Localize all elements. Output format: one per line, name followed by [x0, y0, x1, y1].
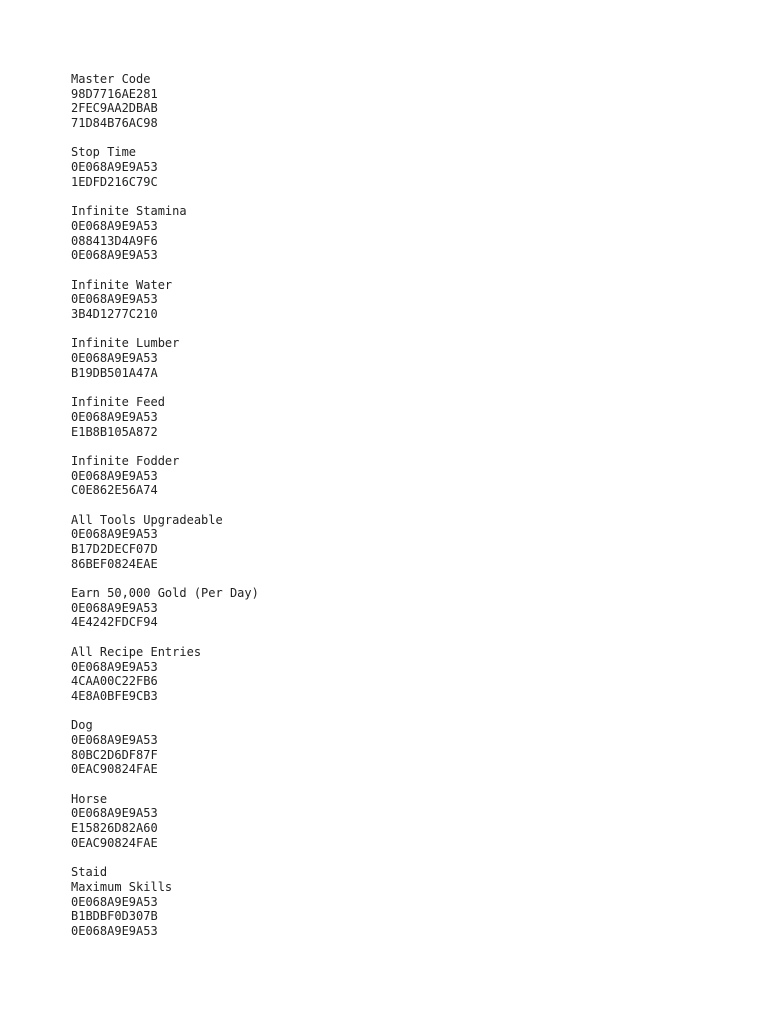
code-value: 0E068A9E9A53 — [71, 894, 158, 909]
code-block-maximum-skills — [71, 865, 259, 938]
code-title: Earn 50,000 Gold (Per Day) — [71, 586, 259, 601]
code-value: 80BC2D6DF87F — [71, 747, 158, 762]
code-value: 0E068A9E9A53 — [71, 292, 158, 307]
code-value: 0E068A9E9A53 — [71, 527, 158, 542]
code-value: 0E068A9E9A53 — [71, 160, 158, 175]
code-block-dog — [71, 718, 259, 777]
code-title: Infinite Lumber — [71, 336, 180, 351]
code-value: E1B8B105A872 — [71, 424, 158, 439]
code-title: All Tools Upgradeable — [71, 512, 223, 527]
code-value: 0EAC90824FAE — [71, 762, 158, 777]
code-value: 86BEF0824EAE — [71, 556, 158, 571]
code-value: 0EAC90824FAE — [71, 835, 158, 850]
code-title: Dog — [71, 718, 93, 733]
code-block-master-code — [71, 72, 259, 131]
code-block-infinite-fodder — [71, 454, 259, 498]
code-value: 98D7716AE281 — [71, 86, 158, 101]
code-block-infinite-lumber — [71, 336, 259, 380]
code-title: Master Code — [71, 72, 151, 86]
code-block-all-recipe-entries — [71, 645, 259, 704]
code-block-horse — [71, 792, 259, 851]
code-value: 0E068A9E9A53 — [71, 923, 158, 938]
code-value: 0E068A9E9A53 — [71, 248, 158, 263]
code-value: 0E068A9E9A53 — [71, 600, 158, 615]
code-value: B19DB501A47A — [71, 365, 158, 380]
code-value: 0E068A9E9A53 — [71, 732, 158, 747]
code-title: Infinite Stamina — [71, 204, 187, 219]
code-value: 71D84B76AC98 — [71, 116, 158, 131]
code-value: B1BDBF0D307B — [71, 909, 158, 924]
code-block-infinite-water — [71, 278, 259, 322]
code-value: 4E4242FDCF94 — [71, 615, 158, 630]
code-value: 0E068A9E9A53 — [71, 468, 158, 483]
code-title: Infinite Feed — [71, 395, 165, 410]
code-value: 0E068A9E9A53 — [71, 218, 158, 233]
code-value: 0E068A9E9A53 — [71, 409, 158, 424]
code-value: 0E068A9E9A53 — [71, 659, 158, 674]
code-title: Horse — [71, 791, 108, 806]
code-value: 0E068A9E9A53 — [71, 351, 158, 366]
code-block-earn-gold — [71, 586, 259, 630]
code-value: E15826D82A60 — [71, 821, 158, 836]
code-value: 0E068A9E9A53 — [71, 806, 158, 821]
code-value: B17D2DECF07D — [71, 542, 158, 556]
code-block-infinite-feed — [71, 395, 259, 439]
cheat-code-list — [71, 72, 259, 953]
code-value: 2FEC9AA2DBAB — [71, 101, 158, 116]
code-title: Staid — [71, 865, 108, 880]
code-title: Infinite Water — [71, 277, 173, 292]
code-block-infinite-stamina — [71, 204, 259, 263]
code-block-all-tools-upgradeable — [71, 513, 259, 572]
code-title: All Recipe Entries — [71, 644, 202, 659]
code-value: 4E8A0BFE9CB3 — [71, 688, 158, 703]
code-value: 4CAA00C22FB6 — [71, 674, 158, 689]
code-title: Maximum Skills — [71, 879, 173, 894]
code-value: 1EDFD216C79C — [71, 174, 158, 189]
code-block-stop-time — [71, 145, 259, 189]
code-value: C0E862E56A74 — [71, 483, 158, 498]
code-title: Infinite Fodder — [71, 453, 180, 468]
code-value: 3B4D1277C210 — [71, 307, 158, 321]
code-value: 088413D4A9F6 — [71, 233, 158, 248]
code-title: Stop Time — [71, 145, 137, 160]
